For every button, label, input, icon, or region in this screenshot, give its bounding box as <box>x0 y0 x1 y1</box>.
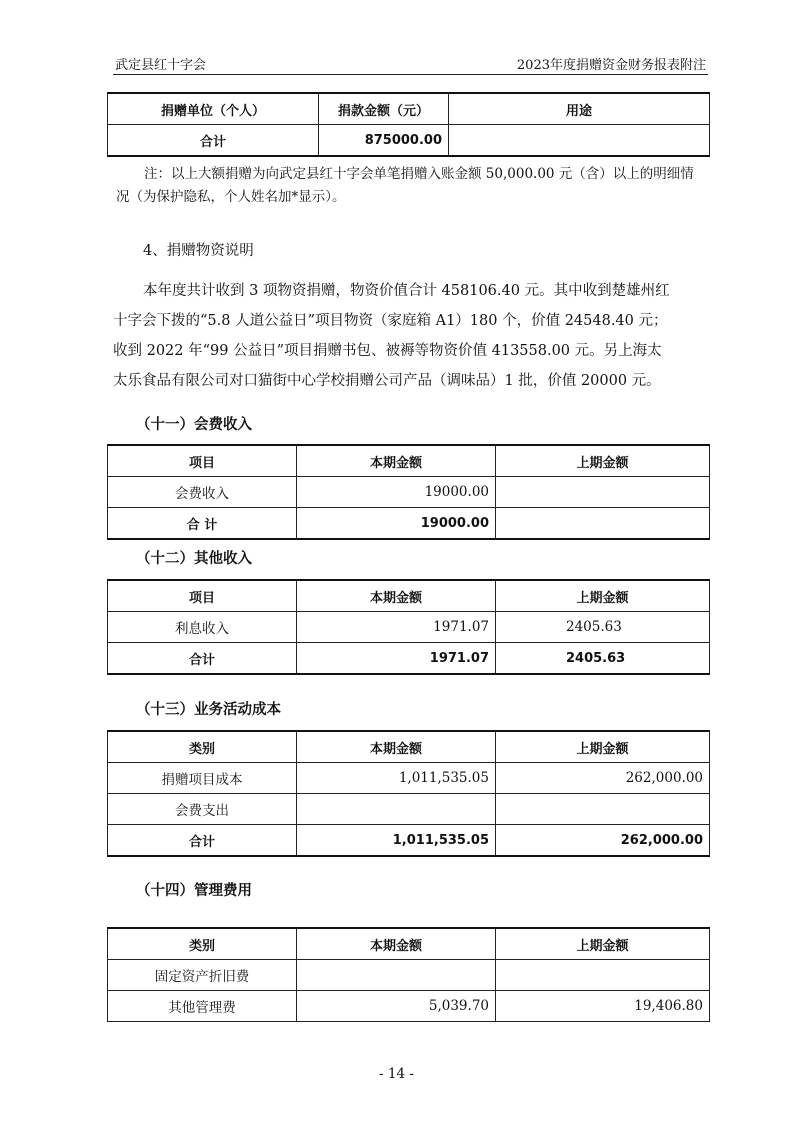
row-item: 会费收入 <box>108 477 297 508</box>
paragraph-line: 本年度共计收到 3 项物资捐赠，物资价值合计 458106.40 元。其中收到楚雄州红 <box>143 283 670 299</box>
row-item: 固定资产折旧费 <box>108 960 297 991</box>
section-title: （十一）会费收入 <box>136 417 252 433</box>
total-previous: 262,000.00 <box>496 825 710 857</box>
column-header: 用途 <box>449 93 710 125</box>
total-previous <box>496 508 710 540</box>
table-header-row <box>108 93 710 125</box>
table-row <box>108 612 710 643</box>
row-item: 利息收入 <box>108 612 297 643</box>
column-header: 捐赠单位（个人） <box>108 93 319 125</box>
row-previous: 19,406.80 <box>496 991 710 1022</box>
row-previous <box>496 477 710 508</box>
column-header: 项目 <box>108 580 297 612</box>
header-org: 武定县红十字会 <box>115 58 207 73</box>
column-header: 本期金额 <box>297 731 496 763</box>
row-current: 1,011,535.05 <box>297 763 496 794</box>
total-row <box>108 825 710 857</box>
column-header: 项目 <box>108 445 297 477</box>
row-item: 捐赠项目成本 <box>108 763 297 794</box>
total-previous: 2405.63 <box>496 643 710 675</box>
column-header: 本期金额 <box>297 445 496 477</box>
row-current: 19000.00 <box>297 477 496 508</box>
table-row <box>108 794 710 825</box>
paragraph-line: 太乐食品有限公司对口猫街中心学校捐赠公司产品（调味品）1 批，价值 20000 元。 <box>113 373 661 389</box>
column-header: 类别 <box>108 731 297 763</box>
row-current: 5,039.70 <box>297 991 496 1022</box>
note-line: 况（为保护隐私，个人姓名加*显示）。 <box>116 189 346 205</box>
section-title: （十四）管理费用 <box>136 883 252 899</box>
total-label: 合计 <box>108 825 297 857</box>
column-header: 上期金额 <box>496 928 710 960</box>
total-current: 1,011,535.05 <box>297 825 496 857</box>
paragraph-line: 十字会下拨的“5.8 人道公益日”项目物资（家庭箱 A1）180 个，价值 24548.40 元； <box>113 313 668 329</box>
header-divider <box>113 74 708 75</box>
total-label: 合 计 <box>108 508 297 540</box>
business-cost-table <box>107 730 710 857</box>
table-header-row <box>108 580 710 612</box>
row-item: 其他管理费 <box>108 991 297 1022</box>
column-header: 本期金额 <box>297 928 496 960</box>
row-item: 会费支出 <box>108 794 297 825</box>
donation-table <box>107 92 710 157</box>
total-amount: 875000.00 <box>319 125 449 157</box>
other-income-table <box>107 579 710 675</box>
column-header: 上期金额 <box>496 580 710 612</box>
column-header: 上期金额 <box>496 445 710 477</box>
row-current <box>297 794 496 825</box>
row-current <box>297 960 496 991</box>
membership-table <box>107 444 710 540</box>
column-header: 上期金额 <box>496 731 710 763</box>
row-previous: 262,000.00 <box>496 763 710 794</box>
total-row <box>108 125 710 157</box>
total-row <box>108 508 710 540</box>
table-header-row <box>108 731 710 763</box>
total-current: 1971.07 <box>297 643 496 675</box>
table-header-row <box>108 445 710 477</box>
column-header: 本期金额 <box>297 580 496 612</box>
table-header-row <box>108 928 710 960</box>
row-previous: 2405.63 <box>496 612 710 643</box>
total-label: 合计 <box>108 125 319 157</box>
page-header <box>113 52 708 72</box>
table-row <box>108 991 710 1022</box>
row-previous <box>496 960 710 991</box>
row-previous <box>496 794 710 825</box>
admin-expenses-table <box>107 927 710 1022</box>
table-row <box>108 763 710 794</box>
section-title: （十二）其他收入 <box>136 551 252 567</box>
materials-heading: 4、捐赠物资说明 <box>143 243 254 259</box>
note-line: 注：以上大额捐赠为向武定县红十字会单笔捐赠入账金额 50,000.00 元（含）以上的明细情 <box>144 166 694 182</box>
total-row <box>108 643 710 675</box>
total-current: 19000.00 <box>297 508 496 540</box>
column-header: 类别 <box>108 928 297 960</box>
materials-paragraph <box>113 276 713 396</box>
row-current: 1971.07 <box>297 612 496 643</box>
column-header: 捐款金额（元） <box>319 93 449 125</box>
table-row <box>108 477 710 508</box>
table-row <box>108 960 710 991</box>
donation-note <box>116 163 712 209</box>
page-number: - 14 - <box>379 1066 414 1082</box>
total-label: 合计 <box>108 643 297 675</box>
header-doc-title: 2023年度捐赠资金财务报表附注 <box>516 58 706 73</box>
paragraph-line: 收到 2022 年“99 公益日”项目捐赠书包、被褥等物资价值 413558.00 元。另上海太 <box>113 343 662 359</box>
section-title: （十三）业务活动成本 <box>136 702 281 718</box>
total-usage <box>449 125 710 157</box>
